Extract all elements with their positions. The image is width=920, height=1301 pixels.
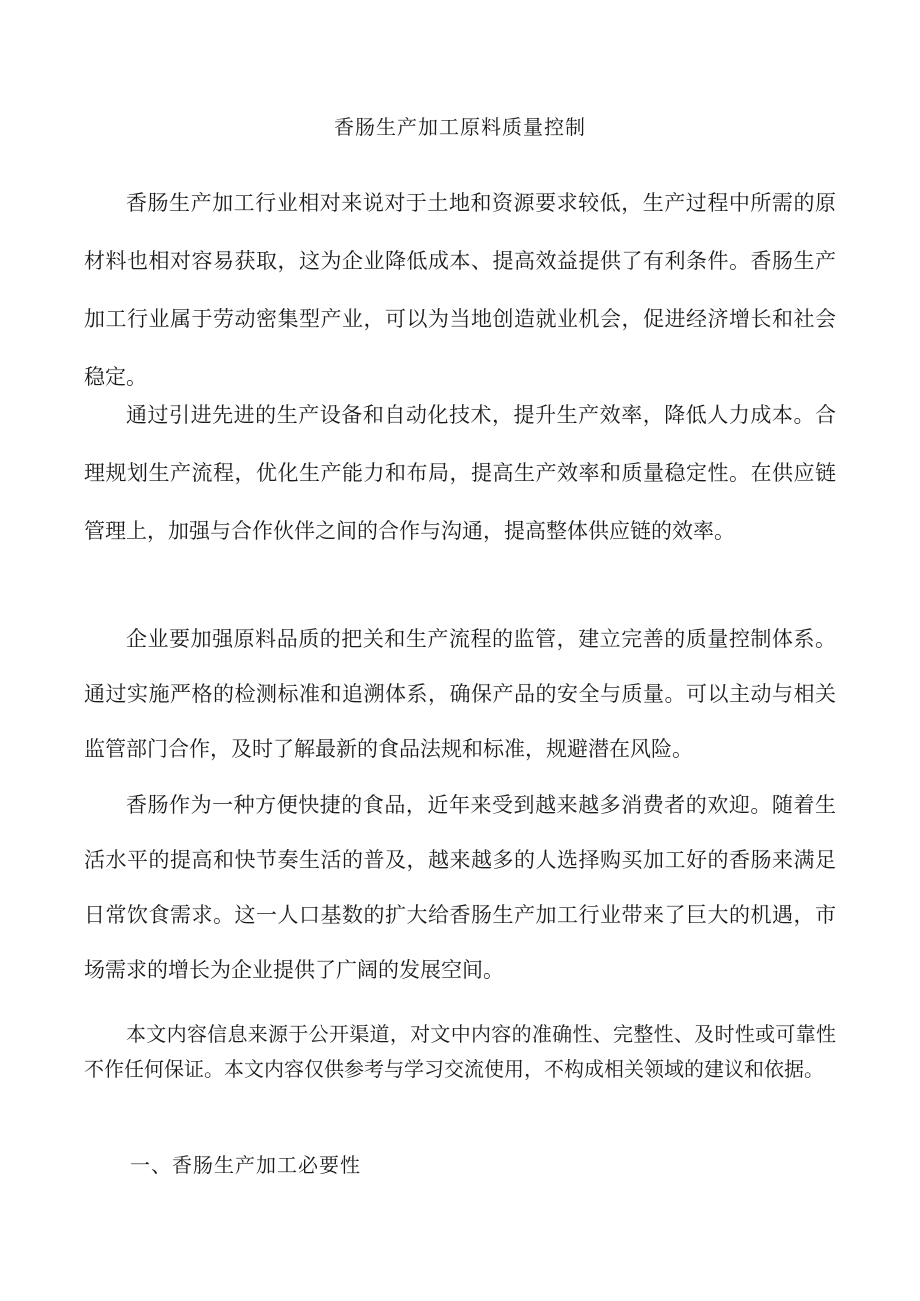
paragraph-disclaimer: 本文内容信息来源于公开渠道，对文中内容的准确性、完整性、及时性或可靠性不作任何保证。本文内容仅供参考与学习交流使用，不构成相关领域的建议和依据。 [84,1022,836,1081]
paragraph-market-demand: 香肠作为一种方便快捷的食品，近年来受到越来越多消费者的欢迎。随着生活水平的提高和快节奏生活的普及，越来越多的人选择购买加工好的香肠来满足日常饮食需求。这一人口基数的扩大给香肠生产加工行业带来了巨大的机遇，市场需求的增长为企业提供了广阔的发展空间。 [84,793,836,982]
paragraph-efficiency: 通过引进先进的生产设备和自动化技术，提升生产效率，降低人力成本。合理规划生产流程，优化生产能力和布局，提高生产效率和质量稳定性。在供应链管理上，加强与合作伙伴之间的合作与沟通，提高整体供应链的效率。 [84,403,836,543]
document-title: 香肠生产加工原料质量控制 [334,115,586,139]
section-heading: 一、香肠生产加工必要性 [130,1153,361,1177]
paragraph-quality-control: 企业要加强原料品质的把关和生产流程的监管，建立完善的质量控制体系。通过实施严格的检测标准和追溯体系，确保产品的安全与质量。可以主动与相关监管部门合作，及时了解最新的食品法规和标准，规避潜在风险。 [84,627,836,761]
paragraph-industry-advantages: 香肠生产加工行业相对来说对于土地和资源要求较低，生产过程中所需的原材料也相对容易获取，这为企业降低成本、提高效益提供了有利条件。香肠生产加工行业属于劳动密集型产业，可以为当地创造就业机会，促进经济增长和社会稳定。 [84,191,836,389]
